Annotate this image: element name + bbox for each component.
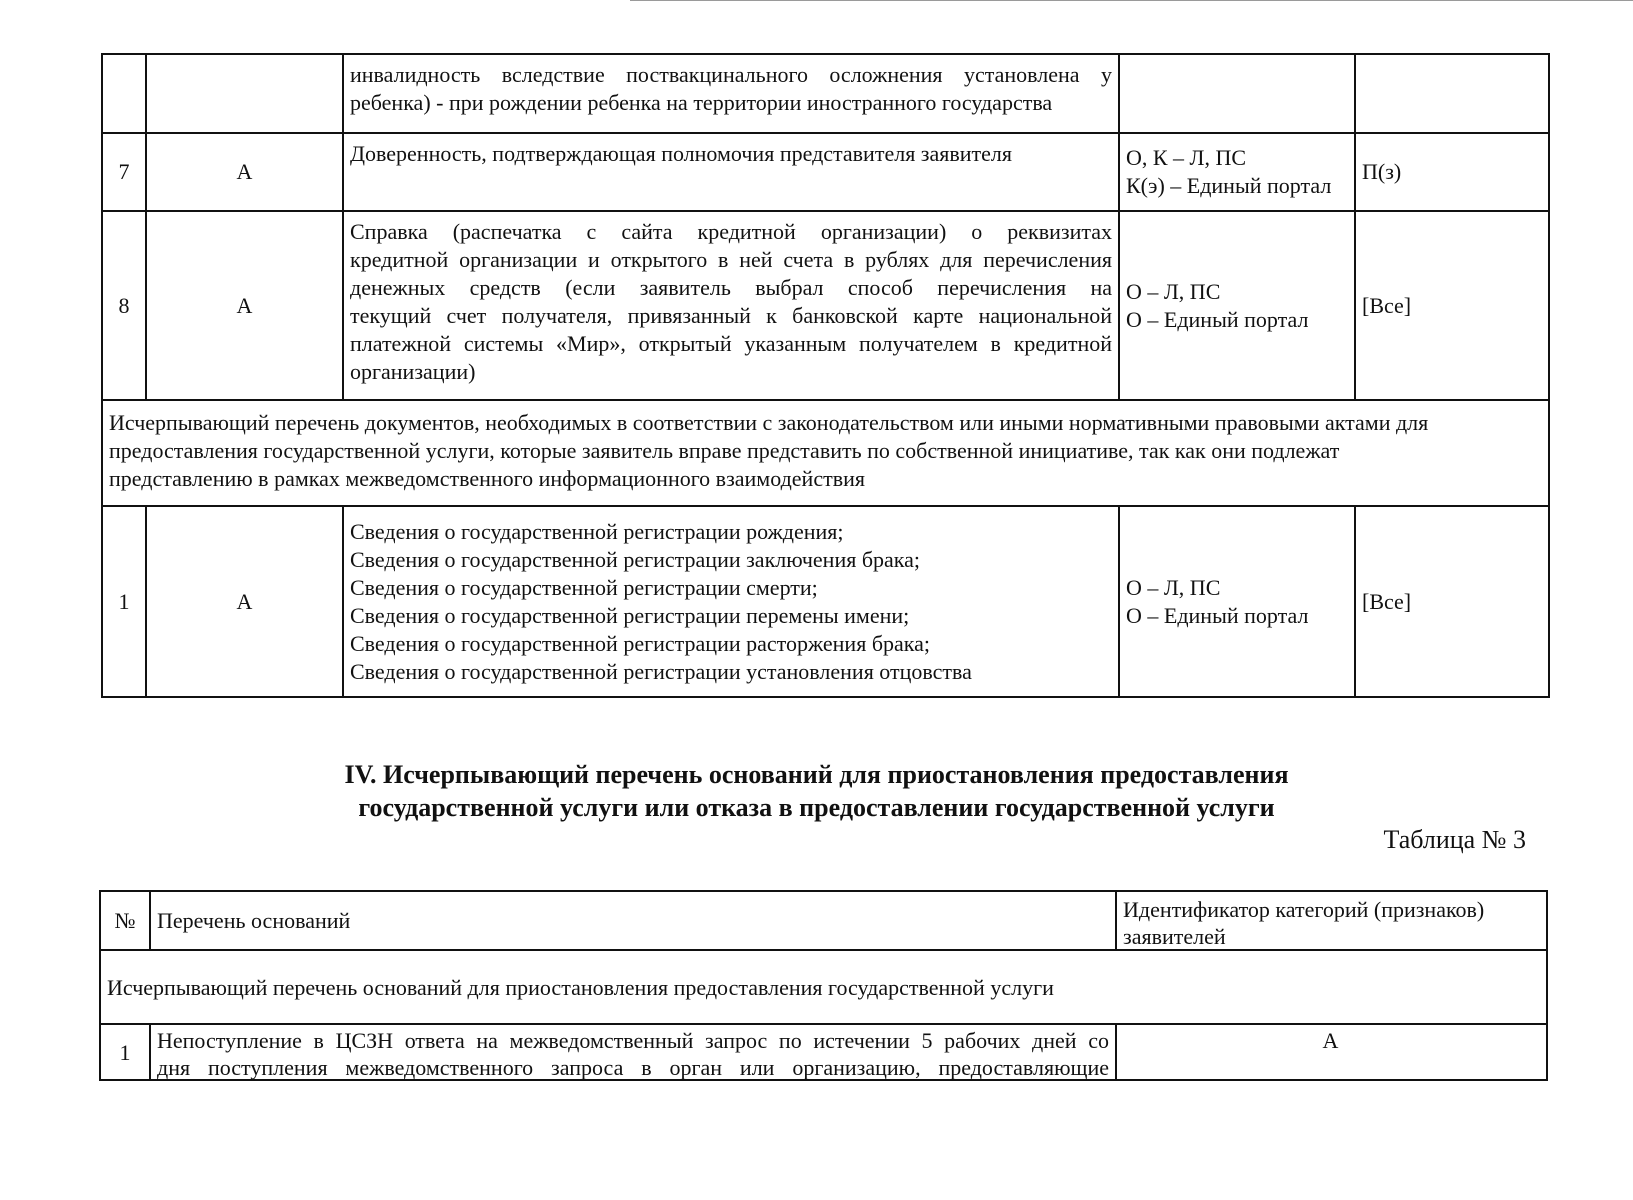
text-line: организации) [350, 359, 476, 384]
document-description-cell [344, 507, 1120, 696]
grounds-text-cell [151, 1025, 1117, 1079]
method-line: О, К – Л, ПС [1126, 145, 1247, 170]
category-cell [147, 55, 344, 132]
table-row [103, 55, 1548, 134]
table-row [103, 212, 1548, 401]
documents-table [101, 53, 1550, 698]
section-title-line: IV. Исчерпывающий перечень оснований для приостановления предоставления [344, 760, 1289, 789]
table-label: Таблица № 3 [1383, 825, 1526, 854]
scan-edge-line [630, 0, 1633, 1]
method-cell [1120, 55, 1356, 132]
method-line: О – Л, ПС [1126, 278, 1221, 304]
table-header-row [101, 892, 1546, 951]
text-line: Сведения о государственной регистрации смерти; [350, 574, 818, 600]
section-header-cell [103, 401, 1548, 505]
section-title [0, 758, 1633, 824]
section-header-line: Исчерпывающий перечень документов, необходимых в соответствии с законодательством или иными нормативными правовыми актами для [109, 410, 1429, 435]
category-cell: А [1322, 1028, 1339, 1053]
header-category-cell [1117, 892, 1544, 949]
section-header-line: представлению в рамках межведомственного информационного взаимодействия [109, 466, 865, 491]
text-line: Сведения о государственной регистрации перемены имени; [350, 602, 910, 628]
row-number-cell: 7 [103, 134, 147, 210]
section-header-row [103, 401, 1548, 507]
table-row [101, 1025, 1546, 1079]
result-cell: П(з) [1362, 159, 1402, 184]
row-number-cell: 1 [101, 1025, 151, 1079]
header-line: заявителей [1123, 924, 1226, 949]
text-line: дня поступления межведомственного запроса в орган или организацию, предоставляющие [157, 1055, 1109, 1080]
category-cell: А [147, 134, 344, 210]
category-cell: А [147, 212, 344, 399]
text-line: Сведения о государственной регистрации расторжения брака; [350, 630, 931, 656]
subheader-cell: Исчерпывающий перечень оснований для приостановления предоставления государственной услуги [107, 974, 1054, 1000]
text-line: Сведения о государственной регистрации установления отцовства [350, 658, 972, 684]
method-line: О – Единый портал [1126, 306, 1309, 332]
text-line: Доверенность, подтверждающая полномочия представителя заявителя [350, 141, 1013, 166]
subheader-row [101, 951, 1546, 1025]
header-grounds-cell: Перечень оснований [151, 892, 1117, 949]
method-cell [1120, 212, 1356, 399]
text-line: Сведения о государственной регистрации рождения; [350, 518, 844, 544]
row-number-cell [103, 55, 147, 132]
header-number-cell: № [101, 892, 151, 949]
text-line: текущий счет получателя, привязанный к банковской карте национальной [350, 303, 1112, 328]
method-cell [1120, 507, 1356, 696]
document-description-cell [344, 55, 1120, 132]
text-line: кредитной организации и открытого в ней счета в рублях для перечисления [350, 247, 1112, 272]
text-line: денежных средств (если заявитель выбрал способ перечисления на [350, 275, 1112, 300]
method-cell [1120, 134, 1356, 210]
row-number-cell: 8 [103, 212, 147, 399]
grounds-table [99, 890, 1548, 1081]
document-description-cell [344, 134, 1120, 210]
table-row [103, 134, 1548, 212]
section-title-line: государственной услуги или отказа в предоставлении государственной услуги [358, 793, 1275, 822]
header-line: Идентификатор категорий (признаков) [1123, 897, 1485, 922]
text-line: инвалидность вследствие поствакцинального осложнения установлена у [350, 62, 1112, 87]
method-line: О – Л, ПС [1126, 574, 1221, 600]
category-cell: А [147, 507, 344, 696]
method-line: О – Единый портал [1126, 602, 1309, 628]
method-line: К(э) – Единый портал [1126, 173, 1332, 198]
document-description-cell [344, 212, 1120, 399]
text-line: Сведения о государственной регистрации заключения брака; [350, 546, 921, 572]
section-header-line: предоставления государственной услуги, которые заявитель вправе представить по собственной инициативе, так как они подлежат [109, 438, 1340, 463]
row-number-cell: 1 [103, 507, 147, 696]
text-line: платежной системы «Мир», открытый указанным получателем в кредитной [350, 331, 1112, 356]
result-cell: [Все] [1362, 588, 1412, 614]
table-row [103, 507, 1548, 696]
result-cell: [Все] [1362, 292, 1412, 318]
result-cell [1356, 55, 1548, 132]
text-line: Непоступление в ЦСЗН ответа на межведомственный запрос по истечении 5 рабочих дней со [157, 1028, 1109, 1053]
text-line: ребенка) - при рождении ребенка на территории иностранного государства [350, 90, 1053, 115]
text-line: Справка (распечатка с сайта кредитной организации) о реквизитах [350, 219, 1112, 244]
